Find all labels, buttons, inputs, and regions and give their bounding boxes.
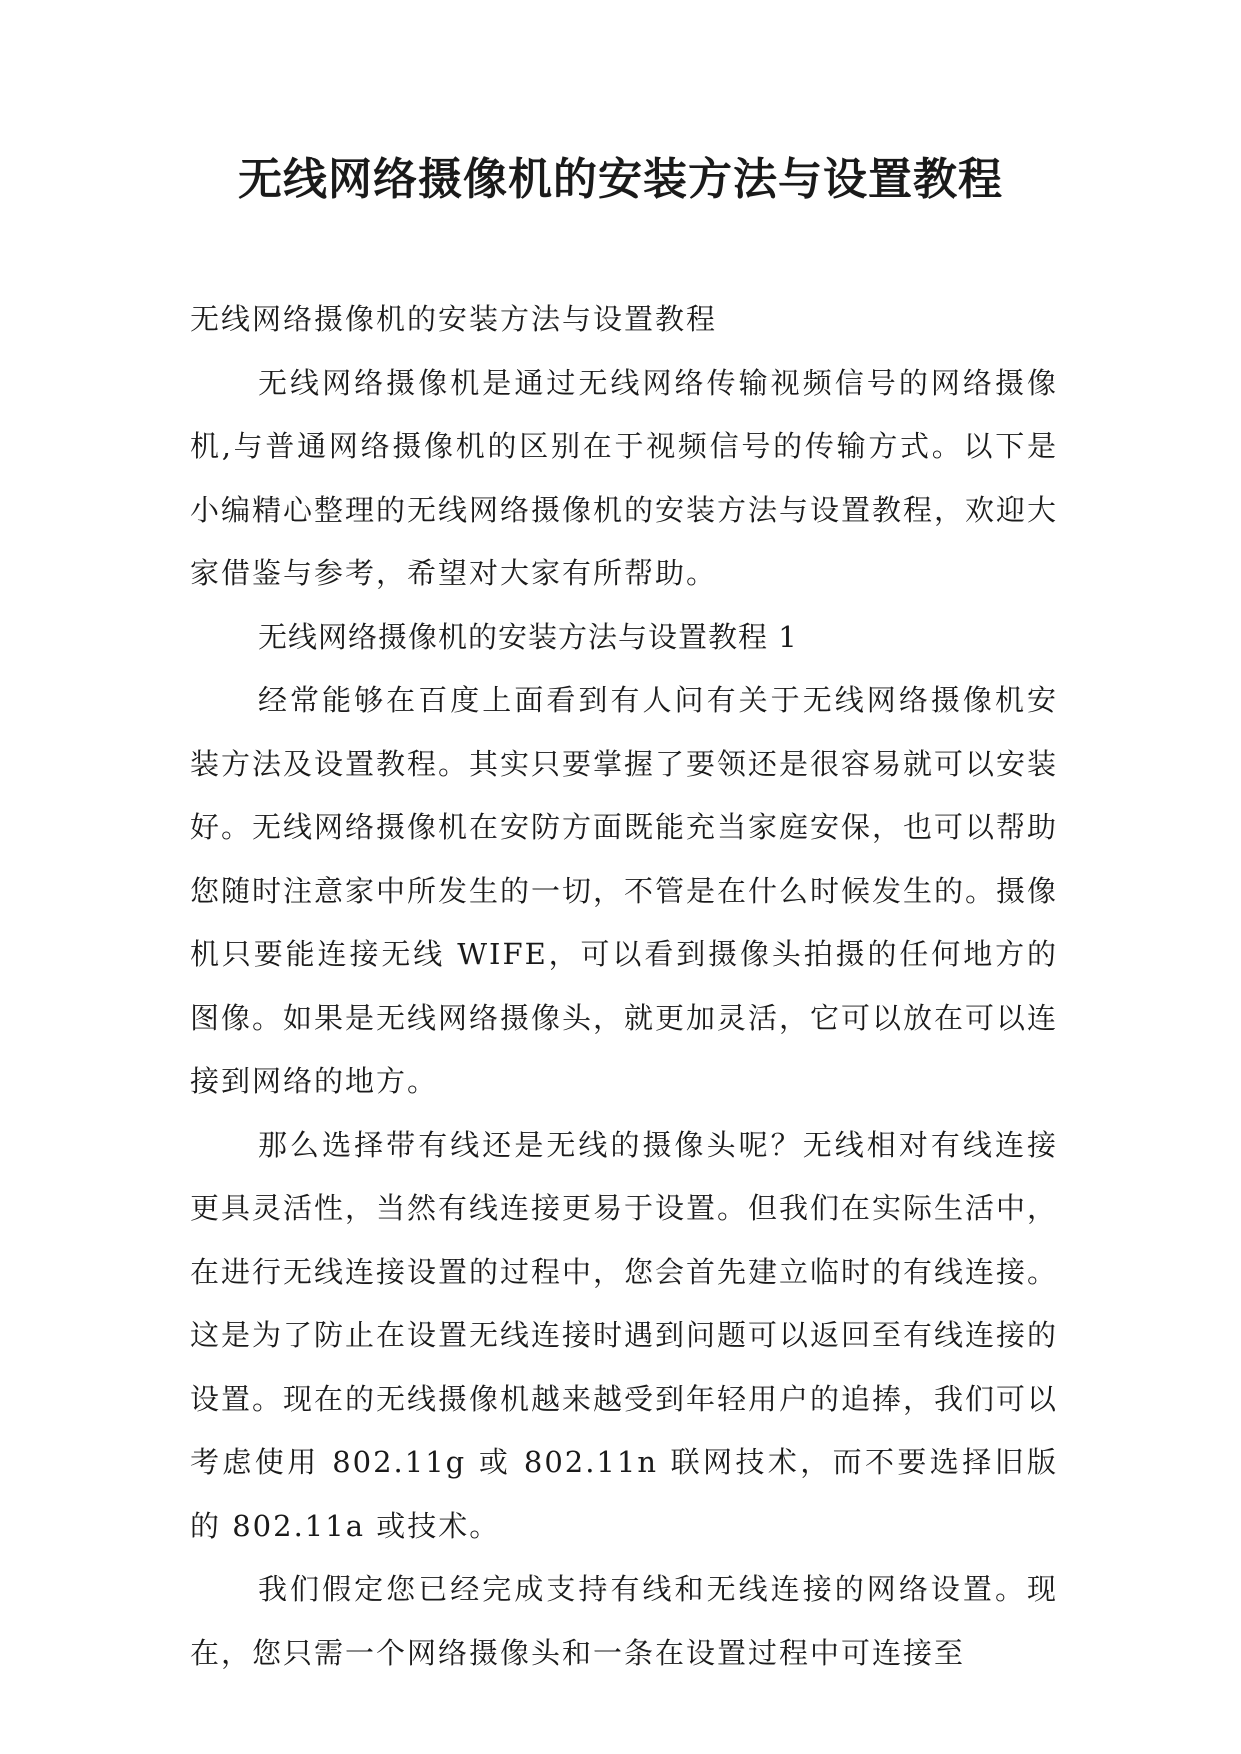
paragraph: 那么选择带有线还是无线的摄像头呢？无线相对有线连接更具灵活性，当然有线连接更易于设置。但我们在实际生活中，在进行无线连接设置的过程中，您会首先建立临时的有线连接。这是为了防止在设置无线连接时遇到问题可以返回至有线连接的设置。现在的无线摄像机越来越受到年轻用户的追捧，我们可以考虑使用 802.11g 或 802.11n 联网技术，而不要选择旧版的 802.11a 或技术。: [190, 1127, 1059, 1543]
section-heading-1: 无线网络摄像机的安装方法与设置教程 1: [258, 619, 798, 654]
paragraph: 我们假定您已经完成支持有线和无线连接的网络设置。现在，您只需一个网络摄像头和一条在设置过程中可连接至: [190, 1572, 1058, 1670]
paragraph-heading: 无线网络摄像机的安装方法与设置教程: [190, 302, 718, 336]
document-body: [190, 288, 1058, 1685]
document-title: 无线网络摄像机的安装方法与设置教程: [238, 154, 1003, 205]
paragraph: 经常能够在百度上面看到有人问有关于无线网络摄像机安装方法及设置教程。其实只要掌握了要领还是很容易就可以安装好。无线网络摄像机在安防方面既能充当家庭安保，也可以帮助您随时注意家中所发生的一切，不管是在什么时候发生的。摄像机只要能连接无线 WIFE，可以看到摄像头拍摄的任何地方的图像。如果是无线网络摄像头，就更加灵活，它可以放在可以连接到网络的地方。: [190, 683, 1059, 1098]
paragraph-intro: 无线网络摄像机是通过无线网络传输视频信号的网络摄像机,与普通网络摄像机的区别在于视频信号的传输方式。以下是小编精心整理的无线网络摄像机的安装方法与设置教程，欢迎大家借鉴与参考，希望对大家有所帮助。: [190, 365, 1059, 590]
